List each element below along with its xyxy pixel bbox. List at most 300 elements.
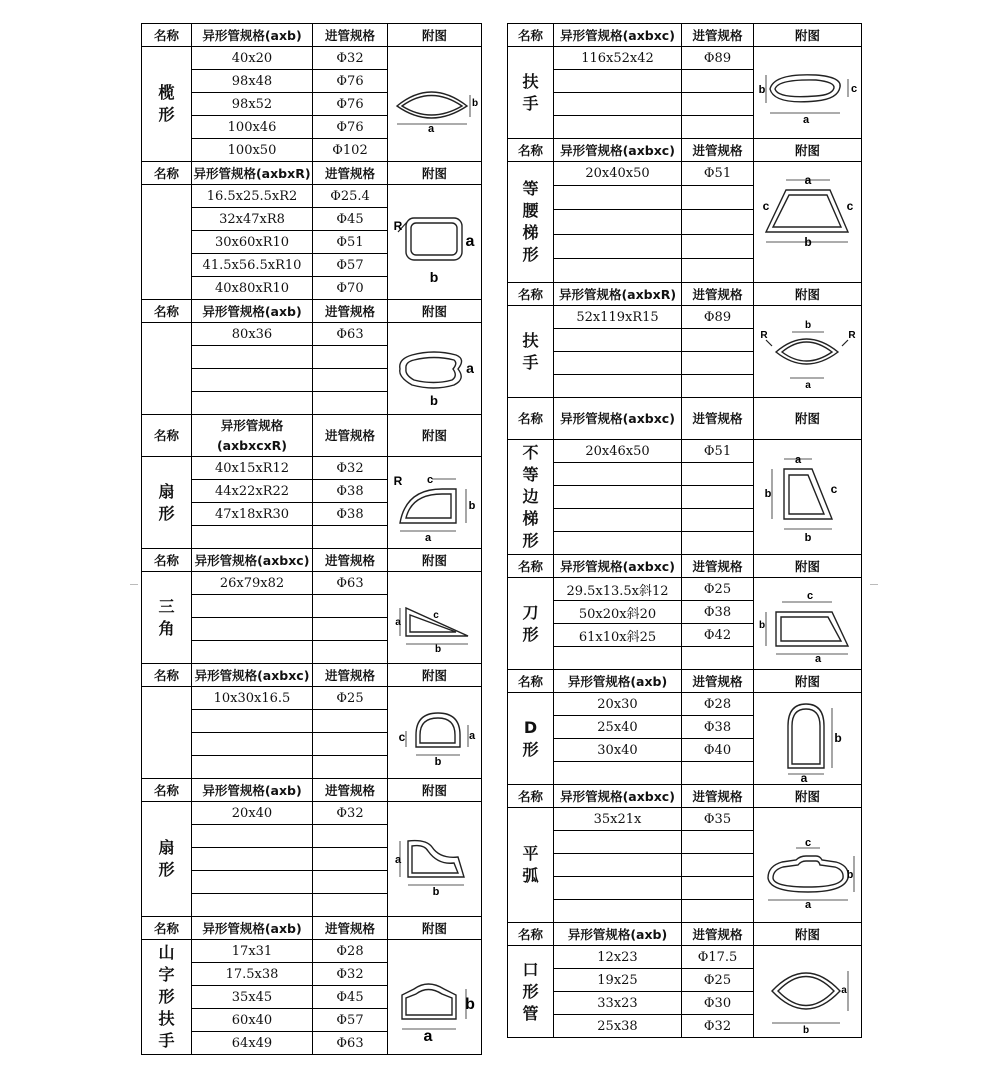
shape-name-cell xyxy=(142,47,192,162)
inlet-cell: Φ25.4 xyxy=(313,185,388,208)
dim-label: a xyxy=(465,359,474,376)
spec-cell: 40x15xR12 xyxy=(192,457,313,480)
header-figure: 附图 xyxy=(388,917,482,940)
section-header-row xyxy=(142,24,482,47)
header-inlet: 进管规格 xyxy=(313,549,388,572)
header-figure: 附图 xyxy=(754,785,862,808)
table-row xyxy=(508,47,862,70)
shape-name-cell xyxy=(142,940,192,1055)
header-spec: 异形管规格(axb) xyxy=(554,670,682,693)
section-header-row xyxy=(142,917,482,940)
header-inlet: 进管规格 xyxy=(682,398,754,440)
header-figure: 附图 xyxy=(754,283,862,306)
shape-name-cell xyxy=(142,687,192,779)
spec-cell: 35x45 xyxy=(192,986,313,1009)
dim-label: a xyxy=(468,729,475,742)
inlet-cell xyxy=(313,641,388,664)
header-figure: 附图 xyxy=(388,779,482,802)
header-figure: 附图 xyxy=(388,300,482,323)
dim-label: b xyxy=(758,619,765,631)
spec-cell xyxy=(554,258,682,282)
dim-label: b xyxy=(804,319,811,331)
header-inlet: 进管规格 xyxy=(313,162,388,185)
shape-name: 三角 xyxy=(158,596,175,638)
inlet-cell: Φ70 xyxy=(313,277,388,300)
mountain-handrail-diagram xyxy=(388,940,482,1055)
inlet-cell xyxy=(313,848,388,871)
table-row xyxy=(142,185,482,208)
header-name: 名称 xyxy=(142,162,192,185)
shape-name-cell xyxy=(508,306,554,398)
section-header-row xyxy=(142,549,482,572)
left-spec-table xyxy=(141,23,482,1055)
inlet-cell xyxy=(313,894,388,917)
inlet-cell xyxy=(313,526,388,549)
shape-name-cell xyxy=(142,185,192,300)
shape-name-cell xyxy=(142,457,192,549)
spec-cell: 20x40 xyxy=(192,802,313,825)
spec-cell xyxy=(192,526,313,549)
header-name: 名称 xyxy=(508,923,554,946)
shape-name: D形 xyxy=(522,717,539,759)
header-inlet: 进管规格 xyxy=(682,670,754,693)
inlet-cell xyxy=(313,346,388,369)
spec-cell xyxy=(554,877,682,900)
header-inlet: 进管规格 xyxy=(313,664,388,687)
table-row xyxy=(142,47,482,70)
spec-cell xyxy=(192,871,313,894)
shape-name: 平弧 xyxy=(522,844,539,885)
dim-label: c xyxy=(398,729,405,744)
olive-shape-diagram xyxy=(388,47,482,162)
spec-cell xyxy=(554,762,682,785)
header-inlet: 进管规格 xyxy=(682,24,754,47)
header-spec: 异形管规格(axbxcxR) xyxy=(192,415,313,457)
inlet-cell: Φ51 xyxy=(682,162,754,186)
spec-cell xyxy=(192,641,313,664)
dim-label: a xyxy=(794,454,801,466)
section-header-row xyxy=(508,785,862,808)
header-inlet: 进管规格 xyxy=(313,415,388,457)
rounded-rect-diagram xyxy=(388,185,482,300)
pointed-handrail-diagram xyxy=(754,306,862,398)
header-name: 名称 xyxy=(142,779,192,802)
header-inlet: 进管规格 xyxy=(682,555,754,578)
header-inlet: 进管规格 xyxy=(313,24,388,47)
inlet-cell xyxy=(313,618,388,641)
dim-label: a xyxy=(394,854,401,866)
spec-cell: 64x49 xyxy=(192,1032,313,1055)
spec-cell: 40x20 xyxy=(192,47,313,70)
inlet-cell xyxy=(682,509,754,532)
spec-cell xyxy=(554,509,682,532)
inlet-cell xyxy=(682,329,754,352)
spec-cell: 12x23 xyxy=(554,946,682,969)
shape-name: 口形管 xyxy=(522,959,539,1023)
inlet-cell: Φ25 xyxy=(682,578,754,601)
header-spec: 异形管规格(axbxc) xyxy=(554,785,682,808)
dim-label: a xyxy=(465,233,474,250)
flat-arc-diagram xyxy=(754,808,862,923)
inlet-cell xyxy=(313,733,388,756)
shape-name-cell xyxy=(508,693,554,785)
inlet-cell: Φ25 xyxy=(682,969,754,992)
mouth-shape-diagram xyxy=(754,946,862,1038)
spec-cell: 29.5x13.5x斜12 xyxy=(554,578,682,601)
dim-label: a xyxy=(804,899,811,911)
header-figure: 附图 xyxy=(754,139,862,162)
dim-label: b xyxy=(803,235,812,249)
spec-cell: 52x119xR15 xyxy=(554,306,682,329)
header-name: 名称 xyxy=(142,917,192,940)
spec-cell xyxy=(192,369,313,392)
inlet-cell xyxy=(313,756,388,779)
inlet-cell: Φ25 xyxy=(313,687,388,710)
inlet-cell xyxy=(313,825,388,848)
inlet-cell: Φ38 xyxy=(682,716,754,739)
header-spec: 异形管规格(axb) xyxy=(192,917,313,940)
dim-label: b xyxy=(833,730,842,745)
header-spec: 异形管规格(axb) xyxy=(554,923,682,946)
dim-label: a xyxy=(814,652,821,665)
spec-cell xyxy=(192,346,313,369)
inlet-cell xyxy=(682,375,754,398)
spec-cell: 30x60xR10 xyxy=(192,231,313,254)
inlet-cell xyxy=(313,369,388,392)
dim-label: a xyxy=(804,173,811,187)
spec-cell: 30x40 xyxy=(554,739,682,762)
header-spec: 异形管规格(axbxc) xyxy=(192,664,313,687)
table-row xyxy=(142,940,482,963)
header-figure: 附图 xyxy=(754,555,862,578)
right-spec-table xyxy=(507,23,862,1038)
inlet-cell xyxy=(682,234,754,258)
section-header-row xyxy=(142,162,482,185)
section-header-row xyxy=(142,300,482,323)
inlet-cell: Φ30 xyxy=(682,992,754,1015)
spec-cell: 41.5x56.5xR10 xyxy=(192,254,313,277)
dim-label: c xyxy=(846,199,853,213)
triangle-diagram xyxy=(388,572,482,664)
knife-shape-diagram xyxy=(754,578,862,670)
spec-cell: 98x52 xyxy=(192,93,313,116)
dim-label: c xyxy=(806,589,813,602)
header-name: 名称 xyxy=(508,670,554,693)
spec-cell xyxy=(192,710,313,733)
section-header-row xyxy=(508,283,862,306)
scalene-trapezoid-diagram xyxy=(754,440,862,555)
header-name: 名称 xyxy=(142,415,192,457)
header-figure: 附图 xyxy=(754,923,862,946)
inlet-cell: Φ45 xyxy=(313,208,388,231)
table-row xyxy=(508,440,862,463)
shape-name-cell xyxy=(142,802,192,917)
shape-name-cell xyxy=(508,808,554,923)
dim-label: b xyxy=(846,869,853,881)
inlet-cell: Φ38 xyxy=(313,503,388,526)
inlet-cell: Φ32 xyxy=(313,802,388,825)
inlet-cell xyxy=(682,854,754,877)
inlet-cell xyxy=(313,392,388,415)
inlet-cell: Φ76 xyxy=(313,116,388,139)
inlet-cell xyxy=(682,831,754,854)
inlet-cell xyxy=(682,532,754,555)
header-figure: 附图 xyxy=(388,415,482,457)
spec-cell xyxy=(192,595,313,618)
shape-name: 扶手 xyxy=(522,330,539,372)
egg-handrail-diagram xyxy=(754,47,862,139)
table-row xyxy=(508,162,862,186)
inlet-cell: Φ38 xyxy=(682,601,754,624)
inlet-cell: Φ28 xyxy=(313,940,388,963)
header-name: 名称 xyxy=(508,398,554,440)
header-inlet: 进管规格 xyxy=(682,785,754,808)
header-inlet: 进管规格 xyxy=(313,779,388,802)
spec-cell xyxy=(192,733,313,756)
inlet-cell xyxy=(682,463,754,486)
header-name: 名称 xyxy=(508,24,554,47)
dim-label: c xyxy=(830,482,837,496)
inlet-cell: Φ63 xyxy=(313,323,388,346)
header-name: 名称 xyxy=(508,555,554,578)
dim-label: b xyxy=(468,499,475,512)
header-figure: 附图 xyxy=(388,549,482,572)
spec-cell xyxy=(554,375,682,398)
header-name: 名称 xyxy=(508,139,554,162)
dim-label: c xyxy=(426,473,433,486)
section-header-row xyxy=(142,415,482,457)
spec-cell xyxy=(554,116,682,139)
dim-label: a xyxy=(427,123,434,135)
spec-cell: 17.5x38 xyxy=(192,963,313,986)
inlet-cell xyxy=(682,877,754,900)
inlet-cell: Φ76 xyxy=(313,93,388,116)
margin-tick-right xyxy=(870,584,878,585)
dim-label: b xyxy=(429,392,438,408)
inlet-cell xyxy=(682,647,754,670)
shape-name: 榄形 xyxy=(158,83,175,124)
spec-cell: 32x47xR8 xyxy=(192,208,313,231)
section-header-row xyxy=(508,670,862,693)
spec-cell: 40x80xR10 xyxy=(192,277,313,300)
dim-label: b xyxy=(432,886,439,898)
inlet-cell: Φ63 xyxy=(313,1032,388,1055)
shape-name: 山字形扶手 xyxy=(158,943,175,1050)
dim-label: b xyxy=(764,488,771,500)
spec-cell xyxy=(192,756,313,779)
shape-name: 扇形 xyxy=(158,838,175,879)
inlet-cell: Φ63 xyxy=(313,572,388,595)
header-figure: 附图 xyxy=(754,24,862,47)
spec-cell: 17x31 xyxy=(192,940,313,963)
header-spec: 异形管规格(axbxc) xyxy=(192,549,313,572)
header-name: 名称 xyxy=(142,300,192,323)
dim-label: b xyxy=(434,643,441,655)
spec-cell: 25x38 xyxy=(554,1015,682,1038)
dim-label: b xyxy=(804,532,811,544)
inlet-cell xyxy=(682,900,754,923)
shape-name-cell xyxy=(142,572,192,664)
spec-cell xyxy=(192,618,313,641)
spec-cell xyxy=(192,825,313,848)
header-figure: 附图 xyxy=(754,670,862,693)
header-figure: 附图 xyxy=(388,24,482,47)
shape-name: 等腰梯形 xyxy=(522,179,539,264)
spec-cell xyxy=(554,532,682,555)
dim-label: R xyxy=(847,329,856,341)
header-name: 名称 xyxy=(508,283,554,306)
header-name: 名称 xyxy=(508,785,554,808)
inlet-cell xyxy=(682,93,754,116)
dim-label: a xyxy=(394,616,401,628)
header-spec: 异形管规格(axbxR) xyxy=(554,283,682,306)
header-name: 名称 xyxy=(142,24,192,47)
spec-cell xyxy=(554,352,682,375)
header-name: 名称 xyxy=(142,549,192,572)
header-spec: 异形管规格(axbxR) xyxy=(192,162,313,185)
margin-tick-left xyxy=(130,584,138,585)
inlet-cell: Φ102 xyxy=(313,139,388,162)
section-header-row xyxy=(508,24,862,47)
header-spec: 异形管规格(axb) xyxy=(192,24,313,47)
dim-label: b xyxy=(471,98,478,109)
spec-cell: 47x18xR30 xyxy=(192,503,313,526)
inlet-cell: Φ35 xyxy=(682,808,754,831)
dim-label: c xyxy=(762,199,769,213)
dim-label: b xyxy=(464,996,475,1013)
inlet-cell: Φ32 xyxy=(682,1015,754,1038)
notched-oval-diagram xyxy=(388,323,482,415)
shape-name: 扶手 xyxy=(522,71,539,113)
spec-cell: 100x50 xyxy=(192,139,313,162)
header-inlet: 进管规格 xyxy=(682,923,754,946)
spec-cell: 16.5x25.5xR2 xyxy=(192,185,313,208)
spec-cell xyxy=(192,848,313,871)
inlet-cell xyxy=(313,871,388,894)
spec-cell: 19x25 xyxy=(554,969,682,992)
inlet-cell xyxy=(313,710,388,733)
spec-cell xyxy=(554,186,682,210)
dim-label: R xyxy=(393,473,402,488)
table-row xyxy=(508,693,862,716)
inlet-cell: Φ51 xyxy=(682,440,754,463)
shape-name-cell xyxy=(508,946,554,1038)
dim-label: b xyxy=(429,269,438,285)
shape-name: 不等边梯形 xyxy=(522,443,539,550)
inlet-cell: Φ32 xyxy=(313,47,388,70)
inlet-cell xyxy=(682,70,754,93)
header-figure: 附图 xyxy=(388,664,482,687)
dim-label: b xyxy=(434,755,441,768)
dim-label: a xyxy=(802,113,809,126)
section-header-row xyxy=(508,398,862,440)
spec-cell: 50x20x斜20 xyxy=(554,601,682,624)
table-row xyxy=(142,457,482,480)
dim-label: R xyxy=(759,329,768,341)
spec-cell: 61x10x斜25 xyxy=(554,624,682,647)
spec-cell: 60x40 xyxy=(192,1009,313,1032)
inlet-cell: Φ17.5 xyxy=(682,946,754,969)
inlet-cell xyxy=(682,352,754,375)
spec-cell xyxy=(554,831,682,854)
section-header-row xyxy=(142,664,482,687)
inlet-cell: Φ40 xyxy=(682,739,754,762)
inlet-cell: Φ32 xyxy=(313,963,388,986)
table-row xyxy=(508,946,862,969)
spec-cell: 25x40 xyxy=(554,716,682,739)
inlet-cell xyxy=(682,186,754,210)
inlet-cell: Φ51 xyxy=(313,231,388,254)
dim-label: a xyxy=(800,770,807,785)
dim-label: c xyxy=(804,837,811,849)
shape-name: 扇形 xyxy=(158,481,175,523)
spec-cell: 44x22xR22 xyxy=(192,480,313,503)
table-row xyxy=(508,578,862,601)
spec-cell: 98x48 xyxy=(192,70,313,93)
spec-cell xyxy=(192,392,313,415)
shape-name-cell xyxy=(508,47,554,139)
spec-cell xyxy=(554,647,682,670)
section-header-row xyxy=(142,779,482,802)
wave-fan-diagram xyxy=(388,802,482,917)
section-header-row xyxy=(508,139,862,162)
header-spec: 异形管规格(axbxc) xyxy=(554,398,682,440)
table-row xyxy=(142,572,482,595)
header-figure: 附图 xyxy=(754,398,862,440)
spec-cell: 116x52x42 xyxy=(554,47,682,70)
inlet-cell: Φ32 xyxy=(313,457,388,480)
section-header-row xyxy=(508,555,862,578)
spec-cell xyxy=(554,329,682,352)
spec-cell xyxy=(554,900,682,923)
table-row xyxy=(142,323,482,346)
inlet-cell: Φ28 xyxy=(682,693,754,716)
spec-cell: 20x46x50 xyxy=(554,440,682,463)
inlet-cell: Φ89 xyxy=(682,306,754,329)
header-spec: 异形管规格(axb) xyxy=(192,300,313,323)
spec-cell xyxy=(554,486,682,509)
shape-name-cell xyxy=(142,323,192,415)
header-name: 名称 xyxy=(142,664,192,687)
spec-cell xyxy=(554,854,682,877)
spec-cell: 20x40x50 xyxy=(554,162,682,186)
inlet-cell: Φ57 xyxy=(313,1009,388,1032)
header-spec: 异形管规格(axbxc) xyxy=(554,139,682,162)
right-spec-column xyxy=(507,23,861,1038)
dim-label: b xyxy=(758,83,765,96)
spec-cell xyxy=(554,234,682,258)
header-spec: 异形管规格(axbxc) xyxy=(554,555,682,578)
half-round-diagram xyxy=(388,687,482,779)
spec-cell xyxy=(192,894,313,917)
spec-cell xyxy=(554,463,682,486)
header-inlet: 进管规格 xyxy=(682,283,754,306)
header-inlet: 进管规格 xyxy=(313,300,388,323)
spec-cell: 20x30 xyxy=(554,693,682,716)
spec-cell: 10x30x16.5 xyxy=(192,687,313,710)
dim-label: a xyxy=(804,379,811,391)
inlet-cell xyxy=(682,486,754,509)
table-row xyxy=(142,802,482,825)
dim-label: b xyxy=(802,1024,809,1036)
inlet-cell xyxy=(682,210,754,234)
shape-name: 刀形 xyxy=(522,602,539,644)
inlet-cell xyxy=(682,762,754,785)
fan-shape-diagram xyxy=(388,457,482,549)
header-spec: 异形管规格(axbxc) xyxy=(554,24,682,47)
spec-cell: 26x79x82 xyxy=(192,572,313,595)
shape-name-cell xyxy=(508,578,554,670)
